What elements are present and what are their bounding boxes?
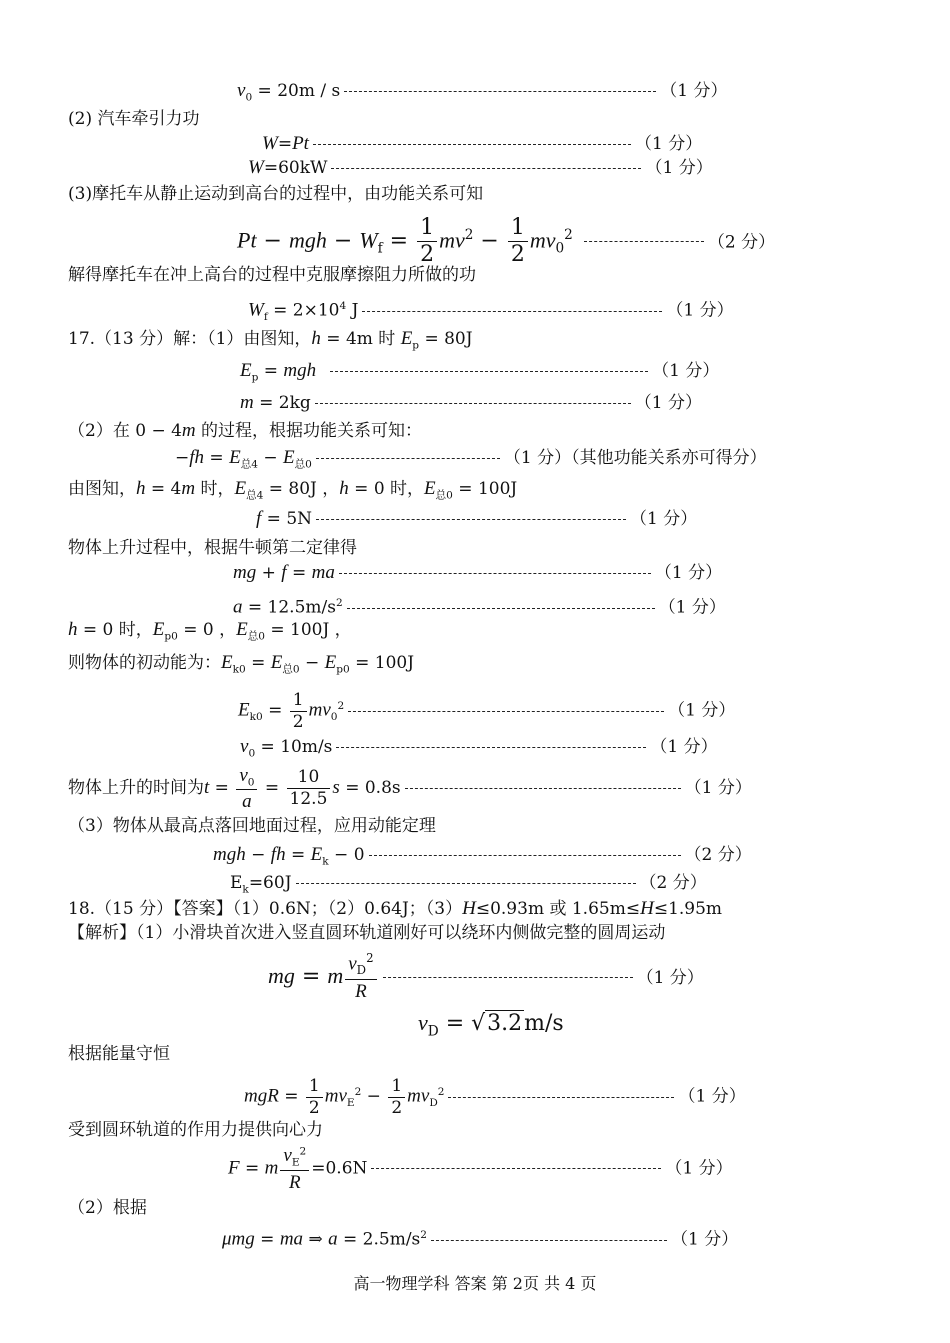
line-newton-text: 物体上升过程中，根据牛顿第二定律得 — [68, 538, 357, 558]
problem-17-heading: 17.（13 分）解：（1）由图知，h = 4m 时 $E_p = 80J$ — [68, 328, 473, 352]
problem-18-analysis: 【解析】（1）小滑块首次进入竖直圆环轨道刚好可以绕环内侧做完整的圆周运动 — [68, 923, 666, 943]
page-footer: 高一物理学科 答案 第 2页 共 4 页 — [353, 1274, 597, 1293]
line-solve-wf-text: 解得摩托车在冲上高台的过程中克服摩擦阻力所做的功 — [68, 265, 476, 285]
line-graph-values: 由图知，h = 4m 时，$E_{总4} = 80J$ ，h = 0 时，$E_{总0} = 100J$ — [68, 478, 518, 502]
line-a-12-5: $a = 12.5m/s^2$ （1 分） — [233, 596, 726, 618]
line-v0-10: $v_0 = 10m/s$ （1 分） — [240, 736, 718, 760]
section-2-heading: (2) 汽车牵引力功 — [68, 109, 200, 129]
line-energy-equation: Pt − mgh − $W_f$ = $\frac{1}{2}$ $mv^2$ − $\frac{1}{2}$ $mv_0^2$ （2 分） — [237, 214, 776, 267]
line-centripetal-text: 受到圆环轨道的作用力提供向心力 — [68, 1120, 323, 1140]
line-ek0-formula: $E_{k0}$ = $\frac{1}{2}$ $mv_0^2$ （1 分） — [238, 689, 736, 732]
line-f-06n: F = m $\frac{v_E^2}{R}$ =0.6N （1 分） — [228, 1145, 733, 1193]
line-f-5n: f = 5N （1 分） — [256, 508, 698, 529]
line-w-60kw: W=60kW （1 分） — [248, 157, 713, 178]
line-mg-centripetal: mg = m $\frac{v_D^2}{R}$ （1 分） — [268, 951, 704, 1002]
line-m-2kg: m = 2kg （1 分） — [240, 392, 703, 413]
line-energy-conservation: 根据能量守恒 — [68, 1044, 170, 1064]
line-w-pt: W=Pt （1 分） — [262, 133, 703, 154]
line-mgr-energy: mgR = $\frac{1}{2}$ $mv_E^2$ − $\frac{1}{2}$ $mv_D^2$ （1 分） — [244, 1075, 746, 1118]
line-h0-values: h = 0 时，$E_{p0} = 0$ ，$E_{总0} = 100J$ ， — [68, 619, 352, 643]
line-ep-mgh: $E_p$ = mgh （1 分） — [240, 360, 720, 384]
line-time-up: 物体上升的时间为t = $\frac{v_0}{a}$ = $\frac{10}{12.5}$ s = 0.8s （1 分） — [68, 764, 752, 813]
line-fh-energy: $-fh = E_{总4} - E_{总0}$ （1 分）（其他功能关系亦可得分） — [175, 447, 767, 471]
line-kinetic-theorem: mgh − fh = $E_k - 0$ （2 分） — [213, 844, 752, 868]
line-ek-60j: $E_k=60J$ （2 分） — [230, 873, 707, 896]
line-v0-20: $v_0 = 20m / s$ （1 分） — [237, 80, 728, 104]
line-mg-f-ma: mg + f = ma （1 分） — [233, 562, 723, 583]
part-2-heading: （2）在 0 − 4m 的过程，根据功能关系可知： — [68, 420, 423, 441]
line-vd-value: $v_D = √3.2m/s$ — [418, 1010, 564, 1040]
line-ek0-text: 则物体的初动能为：$E_{k0} = E_{总0} - E_{p0} = 100J$ — [68, 652, 415, 676]
part-3-heading: （3）物体从最高点落回地面过程，应用动能定理 — [68, 816, 436, 836]
line-mu-mg: μmg = ma ⇒ $a = 2.5m/s^2$ （1 分） — [222, 1228, 739, 1250]
problem-18-answer: 18.（15 分）【答案】（1）0.6N；（2）0.64J；（3）H≤0.93m 或 1.65m≤H≤1.95m — [68, 898, 723, 919]
line-wf-result: $W_f = 2\times 10^4$ J （1 分） — [248, 299, 734, 324]
section-3-heading: (3)摩托车从静止运动到高台的过程中，由功能关系可知 — [68, 184, 484, 204]
part-2-according: （2）根据 — [68, 1198, 147, 1218]
